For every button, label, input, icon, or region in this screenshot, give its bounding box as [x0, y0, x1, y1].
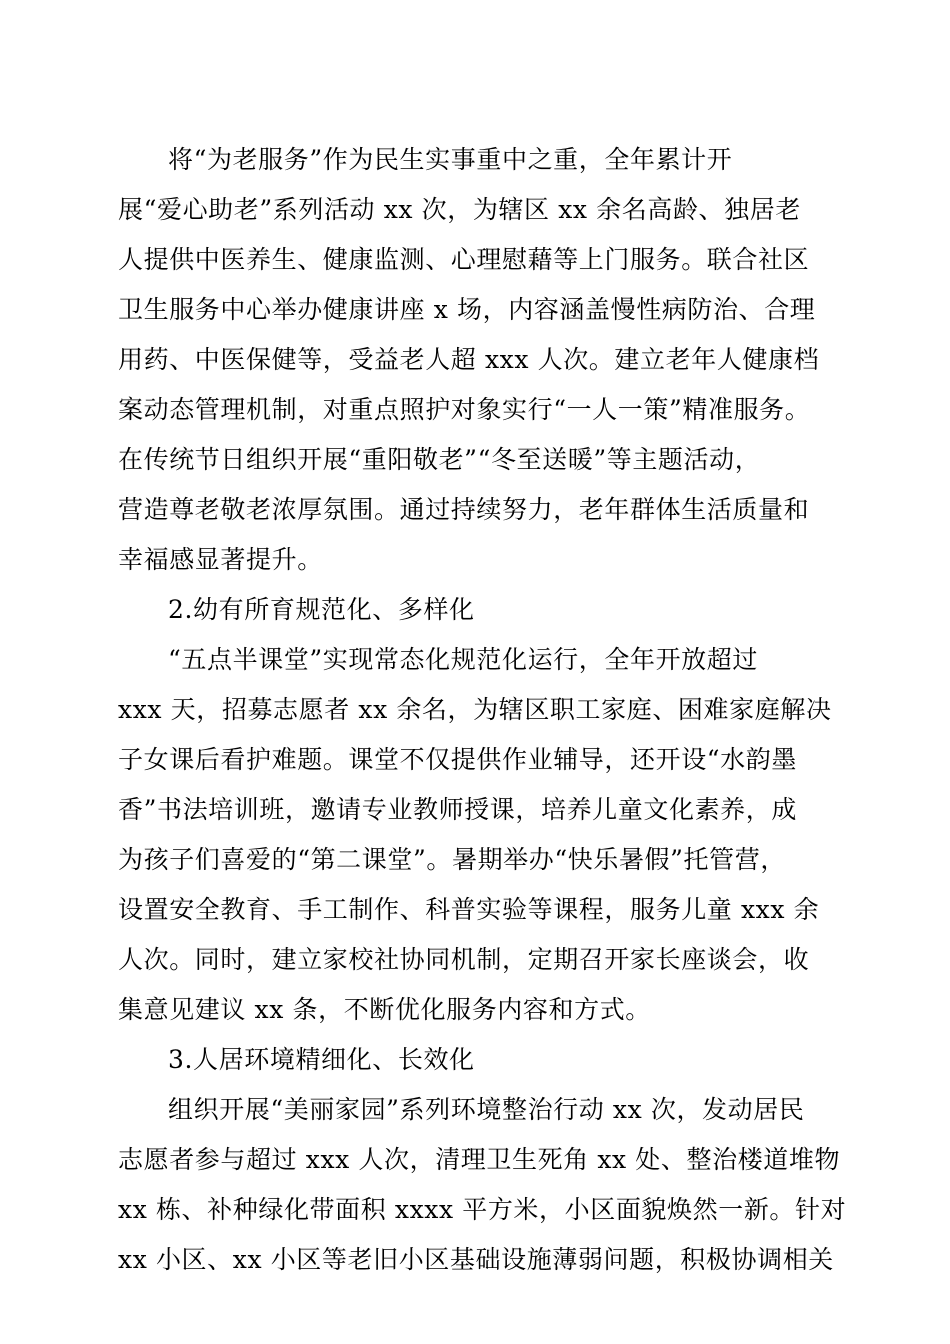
paragraph-line: xx 栋、补种绿化带面积 xxxx 平方米，小区面貌焕然一新。针对 [118, 1195, 847, 1224]
paragraph-line: 在传统节日组织开展“重阳敬老”“冬至送暖”等主题活动， [118, 445, 761, 474]
paragraph-line: 幸福感显著提升。 [118, 545, 323, 574]
section-heading: 2.幼有所育规范化、多样化 [168, 595, 475, 624]
paragraph-line: xx 小区、xx 小区等老旧小区基础设施薄弱问题，积极协调相关 [118, 1245, 834, 1274]
paragraph-line: 子女课后看护难题。课堂不仅提供作业辅导，还开设“水韵墨 [118, 745, 797, 774]
paragraph-line: 集意见建议 xx 条，不断优化服务内容和方式。 [118, 995, 651, 1024]
paragraph-line: 组织开展“美丽家园”系列环境整治行动 xx 次，发动居民 [168, 1095, 805, 1124]
paragraph-line: 营造尊老敬老浓厚氛围。通过持续努力，老年群体生活质量和 [118, 495, 810, 524]
section-heading: 3.人居环境精细化、长效化 [168, 1045, 475, 1074]
paragraph-line: xxx 天，招募志愿者 xx 余名，为辖区职工家庭、困难家庭解决 [118, 695, 832, 724]
paragraph-line: 志愿者参与超过 xxx 人次，清理卫生死角 xx 处、整治楼道堆物 [118, 1145, 841, 1174]
paragraph-line: 为孩子们喜爱的“第二课堂”。暑期举办“快乐暑假”托管营， [118, 845, 786, 874]
paragraph-line: 将“为老服务”作为民生实事重中之重，全年累计开 [168, 145, 733, 174]
paragraph-line: “五点半课堂”实现常态化规范化运行，全年开放超过 [168, 645, 758, 674]
paragraph-line: 人提供中医养生、健康监测、心理慰藉等上门服务。联合社区 [118, 245, 810, 274]
paragraph-line: 用药、中医保健等，受益老人超 xxx 人次。建立老年人健康档 [118, 345, 820, 374]
paragraph-line: 展“爱心助老”系列活动 xx 次，为辖区 xx 余名高龄、独居老 [118, 195, 801, 224]
paragraph-line: 香”书法培训班，邀请专业教师授课，培养儿童文化素养，成 [118, 795, 797, 824]
paragraph-line: 卫生服务中心举办健康讲座 x 场，内容涵盖慢性病防治、合理 [118, 295, 816, 324]
paragraph-line: 设置安全教育、手工制作、科普实验等课程，服务儿童 xxx 余 [118, 895, 820, 924]
paragraph-line: 人次。同时，建立家校社协同机制，定期召开家长座谈会，收 [118, 945, 810, 974]
paragraph-line: 案动态管理机制，对重点照护对象实行“一人一策”精准服务。 [118, 395, 811, 424]
